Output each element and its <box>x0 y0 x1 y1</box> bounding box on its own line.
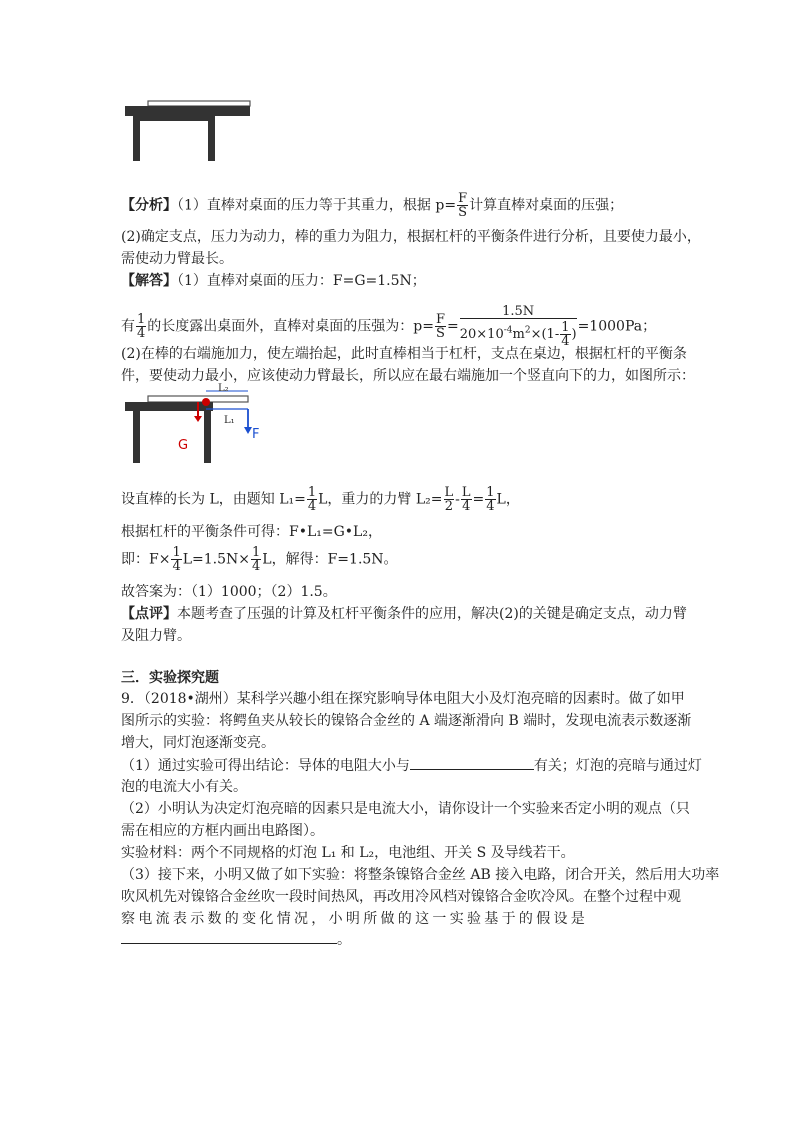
quarter-l-fraction: $\frac{L}{4}$ <box>461 485 471 514</box>
equals-sign-2: = <box>472 491 485 508</box>
solution-tag: 【解答】 <box>121 273 177 289</box>
quarter-fraction: $\frac{1}{4}$ <box>137 312 146 341</box>
quarter-fraction-3: $\frac{1}{4}$ <box>172 545 181 574</box>
svg-text:G: G <box>178 438 189 453</box>
q9-line-7: 需在相应的方框内画出电路图）。 <box>121 823 324 839</box>
q9-line-4a: （1）通过实验可得出结论：导体的电阻大小与 <box>121 758 410 774</box>
svg-text:F: F <box>252 427 260 442</box>
analysis-line-3: 需使动力臂最长。 <box>121 251 233 267</box>
quarter-fraction-4: $\frac{1}{4}$ <box>252 545 261 574</box>
minus-sign: - <box>455 491 460 508</box>
equals-sign: = <box>447 318 459 335</box>
pressure-formula-fraction: $\frac{F}{S}$ <box>458 191 468 220</box>
q9-line-1: 9．（2018•湖州）某科学兴趣小组在探究影响导体电阻大小及灯泡亮暗的因素时。做了如甲 <box>121 691 685 707</box>
comment-line-2: 及阻力臂。 <box>121 628 191 644</box>
solution-line-6: 根据杠杆的平衡条件可得：F•L₁=G•L₂， <box>121 524 382 540</box>
solution-line-5a: 设直棒的长为 L，由题知 L₁= <box>121 491 306 508</box>
analysis-line-1a: （1）直棒对桌面的压力等于其重力，根据 p= <box>177 197 457 214</box>
q9-line-4b: 有关；灯泡的亮暗与通过灯 <box>533 758 702 774</box>
solution-line-7b: L=1.5N× <box>182 551 251 568</box>
analysis-line-2: (2)确定支点，压力为动力，棒的重力为阻力，根据杠杆的平衡条件进行分析，且要使力最小， <box>121 229 701 245</box>
q9-line-8: 实验材料：两个不同规格的灯泡 L₁ 和 L₂，电池组、开关 S 及导线若干。 <box>121 845 575 861</box>
comment-line-1: 本题考查了压强的计算及杠杆平衡条件的应用，解决(2)的关键是确定支点，动力臂 <box>177 606 687 622</box>
answer-blank-1[interactable] <box>410 756 534 770</box>
analysis-line-1b: 计算直棒对桌面的压强； <box>469 197 624 214</box>
half-l-fraction: $\frac{L}{2}$ <box>444 485 454 514</box>
q9-line-10: 吹风机先对镍铬合金丝吹一段时间热风，再改用冷风档对镍铬合金吹冷风。在整个过程中观 <box>121 889 681 905</box>
solution-line-1: （1）直棒对桌面的压力：F=G=1.5N； <box>177 273 426 289</box>
l1-fraction: $\frac{1}{4}$ <box>307 485 317 514</box>
table-figure-top <box>120 98 255 164</box>
q9-line-3: 增大，同灯泡逐渐变亮。 <box>121 735 275 751</box>
solution-line-2a: 有 <box>121 318 135 335</box>
quarter-fraction-2: $\frac{1}{4}$ <box>486 485 495 514</box>
solution-line-5b: L，重力的力臂 L₂= <box>318 491 443 508</box>
comment-tag: 【点评】 <box>121 606 177 622</box>
solution-line-3: (2)在棒的右端施加力，使左端抬起，此时直棒相当于杠杆，支点在桌边，根据杠杆的平衡条 <box>121 346 687 362</box>
q9-line-9: （3）接下来，小明又做了如下实验：将整条镍铬合金丝 AB 接入电路，闭合开关，然后用大功率 <box>121 867 720 883</box>
solution-line-7c: L，解得：F=1.5N。 <box>262 551 398 568</box>
pressure-result: =1000Pa； <box>577 318 657 335</box>
solution-line-2b: 的长度露出桌面外，直棒对桌面的压强为：p= <box>147 318 434 335</box>
analysis-tag: 【分析】 <box>121 197 177 214</box>
svg-text:L₂: L₂ <box>218 383 229 394</box>
pressure-fraction: $\frac{F}{S}$ <box>435 312 446 341</box>
solution-line-5c: L， <box>496 491 520 508</box>
answer-blank-2[interactable] <box>121 930 337 944</box>
q9-line-5: 泡的电流大小有关。 <box>121 779 247 795</box>
q9-line-11: 察电流表示数的变化情况，小明所做的这一实验基于的假设是 <box>121 911 589 927</box>
svg-text:L₁: L₁ <box>224 415 235 426</box>
section-title: 三．实验探究题 <box>121 670 219 686</box>
q9-line-12-end: 。 <box>337 932 351 948</box>
solution-line-7a: 即：F× <box>121 551 171 568</box>
solution-line-4: 件，要使动力最小，应该使动力臂最长，所以应在最右端施加一个竖直向下的力，如图所示： <box>121 368 695 384</box>
q9-line-2: 图所示的实验：将鳄鱼夹从较长的镍铬合金丝的 A 端逐渐滑向 B 端时，发现电流表示数逐渐 <box>121 713 692 729</box>
answer-line: 故答案为：（1）1000；（2）1.5。 <box>121 584 337 600</box>
lever-figure <box>120 383 270 468</box>
q9-line-6: （2）小明认为决定灯泡亮暗的因素只是电流大小，请你设计一个实验来否定小明的观点（只 <box>121 801 690 817</box>
pressure-calc-fraction: 1.5N $20\times 10^{-4}m^2\times(1-$ $\frac{1}{4}$ ) <box>459 304 577 349</box>
